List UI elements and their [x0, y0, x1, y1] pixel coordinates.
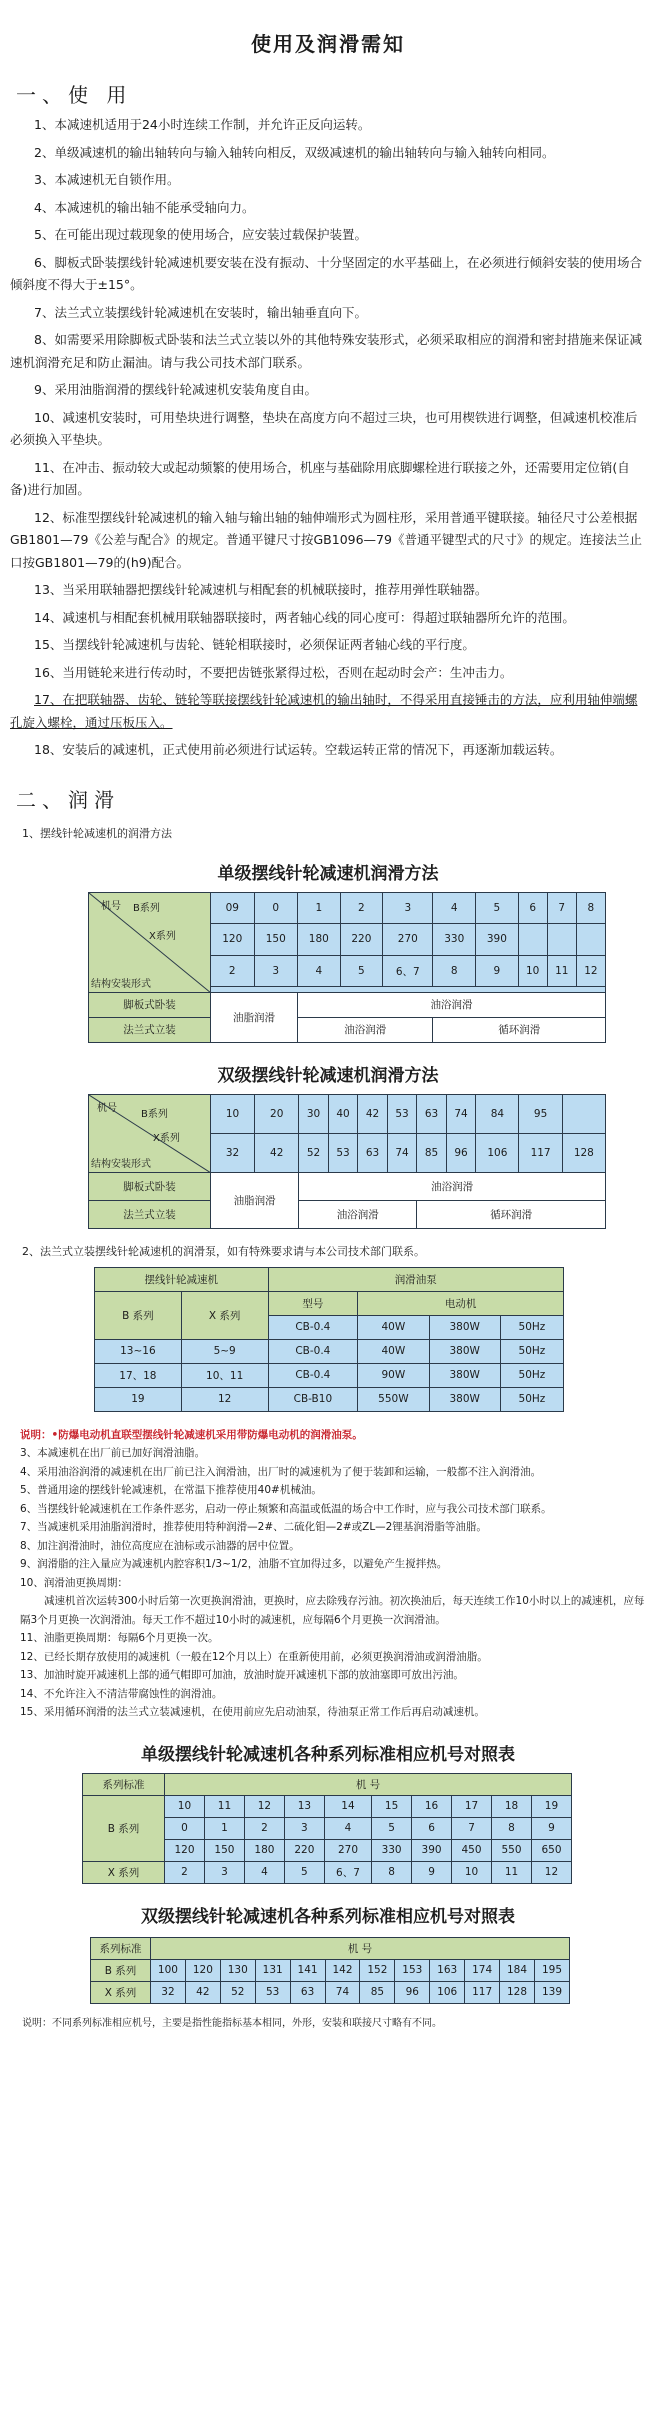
note-item: 8、加注润滑油时，油位高度应在油标或示油器的居中位置。 [20, 1539, 300, 1552]
pump-note: 2、法兰式立装摆线针轮减速机的润滑泵，如有特殊要求请与本公司技术部门联系。 [22, 1244, 425, 1258]
circulation-lub-cell: 循环润滑 [433, 1017, 606, 1042]
b-series-cell: 270 [383, 924, 433, 956]
header-reducer: 摆线针轮减速机 [95, 1267, 269, 1291]
note-item: 15、采用循环润滑的法兰式立装减速机，在使用前应先启动油泵，待油泵正常工作后再启动减速机。 [20, 1706, 485, 1718]
b-series-cell: 7 [547, 892, 576, 924]
header-model: 机 号 [151, 1937, 570, 1959]
header-model: 机 号 [165, 1773, 572, 1795]
compare-cell: 63 [290, 1981, 325, 2003]
compare-cell: 450 [452, 1839, 492, 1861]
pump-cell: 40W [358, 1339, 429, 1363]
header-b-series: B 系列 [95, 1291, 182, 1339]
footnote: 说明：不同系列标准相应机号，主要是指性能指标基本相同，外形，安装和联接尺寸略有不同。 [22, 2017, 442, 2029]
compare-cell: 1 [204, 1817, 244, 1839]
b-series-cell: 42 [358, 1094, 388, 1133]
grease-lub-cell: 油脂润滑 [211, 992, 298, 1042]
oil-bath-cell: 油浴润滑 [299, 1200, 417, 1228]
compare-cell: 52 [220, 1981, 255, 2003]
compare-cell: 180 [244, 1839, 284, 1861]
compare-cell: 650 [531, 1839, 571, 1861]
b-series-cell: 40 [328, 1094, 358, 1133]
note-item: 10、润滑油更换周期： [20, 1576, 128, 1589]
b-series-cell: 150 [254, 924, 298, 956]
usage-item: 9、采用油脂润滑的摆线针轮减速机安装角度自由。 [34, 382, 317, 397]
compare-cell: 150 [204, 1839, 244, 1861]
usage-item-emphasized: 17、在把联轴器、齿轮、链轮等联接摆线针轮减速机的输出轴时，不得采用直接锤击的方法，应利用轴伸端螺孔旋入螺栓，通过压板压入。 [10, 692, 638, 730]
b-series-cell: 95 [519, 1094, 562, 1133]
oil-bath-cell: 油浴润滑 [298, 1017, 433, 1042]
x-series-label: X系列 [153, 1132, 180, 1144]
compare-cell: 152 [360, 1959, 395, 1981]
usage-item: 3、本减速机无自锁作用。 [34, 172, 180, 187]
usage-item: 6、脚板式卧装摆线针轮减速机要安装在没有振动、十分坚固定的水平基础上，在必须进行倾斜安装的使用场合倾斜度不得大于±15°。 [10, 254, 642, 292]
compare-cell: 7 [452, 1817, 492, 1839]
b-series-cell: 330 [433, 924, 476, 956]
x-series-cell: 6、7 [383, 955, 433, 987]
x-series-cell: 9 [476, 955, 519, 987]
b-series-label: B 系列 [91, 1959, 151, 1981]
note-item: 7、当减速机采用油脂润滑时，推荐使用特种润滑—2#、二硫化钼—2#或ZL—2锂基润滑脂等油脂。 [20, 1521, 487, 1533]
compare-cell: 142 [325, 1959, 360, 1981]
compare-cell: 19 [531, 1795, 571, 1817]
usage-item: 8、如需要采用除脚板式卧装和法兰式立装以外的其他特殊安装形式，必须采取相应的润滑和密封措施来保证减速机润滑充足和防止漏油。请与我公司技术部门联系。 [10, 332, 642, 370]
x-series-cell: 128 [562, 1133, 605, 1172]
note-item: 9、润滑脂的注入量应为减速机内腔容积1/3~1/2，油脂不宜加得过多，以避免产生搅拌热。 [20, 1558, 448, 1570]
compare-cell: 11 [204, 1795, 244, 1817]
compare-cell: 6、7 [324, 1861, 371, 1883]
usage-item: 16、当用链轮来进行传动时，不要把齿链张紧得过松，否则在起动时会产：生冲击力。 [34, 664, 513, 680]
single-compare-table-title: 单级摆线针轮减速机各种系列标准相应机号对照表 [141, 1744, 515, 1765]
b-series-label: B系列 [141, 1108, 168, 1120]
empty-cell [576, 924, 605, 956]
empty-cell [547, 924, 576, 956]
compare-cell: 141 [290, 1959, 325, 1981]
b-series-label: B 系列 [83, 1795, 165, 1861]
compare-cell: 4 [244, 1861, 284, 1883]
compare-cell: 9 [412, 1861, 452, 1883]
double-compare-table [90, 1937, 570, 2004]
compare-cell: 85 [360, 1981, 395, 2003]
b-series-cell: 120 [211, 924, 255, 956]
note-item: 11、油脂更换周期：每隔6个月更换一次。 [20, 1632, 219, 1644]
compare-cell: 550 [492, 1839, 532, 1861]
pump-cell: 40W [358, 1315, 429, 1339]
x-series-label: X 系列 [91, 1981, 151, 2003]
compare-cell: 130 [220, 1959, 255, 1981]
compare-cell: 4 [324, 1817, 371, 1839]
compare-cell: 0 [165, 1817, 205, 1839]
b-series-cell: 180 [298, 924, 341, 956]
pump-cell: 10、11 [181, 1363, 268, 1387]
compare-cell: 11 [492, 1861, 532, 1883]
compare-cell: 74 [325, 1981, 360, 2003]
double-lub-table-title: 双级摆线针轮减速机润滑方法 [217, 1065, 439, 1086]
flange-mount-label: 法兰式立装 [89, 1200, 211, 1228]
b-series-cell: 4 [433, 892, 476, 924]
usage-item: 7、法兰式立装摆线针轮减速机在安装时，输出轴垂直向下。 [34, 304, 367, 320]
compare-cell: 270 [324, 1839, 371, 1861]
b-series-cell: 09 [211, 892, 255, 924]
usage-item: 10、减速机安装时，可用垫块进行调整，垫块在高度方向不超过三块，也可用楔铁进行调整，但减速机校准后必须换入平垫块。 [10, 409, 638, 447]
pump-cell: 380W [429, 1315, 500, 1339]
circulation-lub-cell: 循环润滑 [417, 1200, 606, 1228]
compare-cell: 100 [151, 1959, 186, 1981]
compare-cell: 330 [372, 1839, 412, 1861]
x-series-cell: 3 [254, 955, 298, 987]
compare-cell: 220 [284, 1839, 324, 1861]
x-series-cell: 2 [211, 955, 255, 987]
compare-cell: 10 [165, 1795, 205, 1817]
foot-mount-label: 脚板式卧装 [89, 1172, 211, 1200]
b-series-cell: 20 [255, 1094, 299, 1133]
pump-cell: CB-0.4 [268, 1315, 358, 1339]
compare-cell: 42 [185, 1981, 220, 2003]
pump-cell: 50Hz [500, 1387, 563, 1411]
b-series-cell: 1 [298, 892, 341, 924]
x-series-cell: 4 [298, 955, 341, 987]
x-series-cell: 63 [358, 1133, 388, 1172]
notes-line-red [20, 1426, 646, 1445]
compare-cell: 195 [534, 1959, 569, 1981]
x-series-cell: 106 [476, 1133, 519, 1172]
usage-item: 11、在冲击、振动较大或起动频繁的使用场合，机座与基础除用底脚螺栓进行联接之外，还需要用定位销(自备)进行加固。 [10, 459, 630, 497]
compare-cell: 3 [204, 1861, 244, 1883]
double-lub-table [88, 1094, 606, 1229]
b-series-cell: 390 [476, 924, 519, 956]
b-series-cell: 84 [476, 1094, 519, 1133]
usage-item: 4、本减速机的输出轴不能承受轴向力。 [34, 199, 255, 215]
header-series-standard: 系列标准 [91, 1937, 151, 1959]
x-series-cell: 85 [417, 1133, 447, 1172]
compare-cell: 131 [255, 1959, 290, 1981]
compare-cell: 18 [492, 1795, 532, 1817]
oil-bath-cell: 油浴润滑 [298, 992, 606, 1017]
compare-cell: 6 [412, 1817, 452, 1839]
usage-item: 14、减速机与相配套机械用联轴器联接时，两者轴心线的同心度可：得超过联轴器所允许的范围。 [34, 609, 575, 625]
x-series-label: X系列 [149, 930, 176, 942]
page-title: 使用及润滑需知 [251, 32, 405, 56]
x-series-cell: 5 [340, 955, 383, 987]
compare-cell: 53 [255, 1981, 290, 2003]
compare-cell: 10 [452, 1861, 492, 1883]
flange-mount-label: 法兰式立装 [89, 1017, 211, 1042]
compare-cell: 13 [284, 1795, 324, 1817]
pump-cell: 19 [95, 1387, 182, 1411]
pump-cell: 17、18 [95, 1363, 182, 1387]
b-series-cell: 3 [383, 892, 433, 924]
header-x-series: X 系列 [181, 1291, 268, 1339]
usage-item: 12、标准型摆线针轮减速机的输入轴与输出轴的轴伸端形式为圆柱形，采用普通平键联接。轴径尺寸公差根据GB1801—79《公差与配合》的规定。普通平键尺寸按GB1096—79《普通平键型式的尺寸》的规定。连接法兰止口按GB1801—79的(h9)配合。 [10, 509, 642, 570]
pump-cell: 50Hz [500, 1315, 563, 1339]
pump-cell: 380W [429, 1363, 500, 1387]
x-series-cell: 11 [547, 955, 576, 987]
oil-bath-cell: 油浴润滑 [299, 1172, 606, 1200]
compare-cell: 120 [185, 1959, 220, 1981]
single-compare-table [82, 1773, 572, 1884]
foot-mount-label: 脚板式卧装 [89, 992, 211, 1017]
compare-cell: 184 [500, 1959, 535, 1981]
compare-cell: 5 [284, 1861, 324, 1883]
b-series-cell: 0 [254, 892, 298, 924]
compare-cell: 3 [284, 1817, 324, 1839]
compare-cell: 139 [534, 1981, 569, 2003]
diagonal-header-cell [89, 892, 211, 992]
usage-item: 5、在可能出现过载现象的使用场合，应安装过载保护装置。 [34, 227, 367, 242]
x-series-cell: 96 [446, 1133, 476, 1172]
header-series-standard: 系列标准 [83, 1773, 165, 1795]
b-series-cell: 74 [446, 1094, 476, 1133]
single-lub-table [88, 892, 606, 1043]
grease-lub-cell: 油脂润滑 [211, 1172, 299, 1228]
usage-item: 2、单级减速机的输出轴转向与输入轴转向相反，双级减速机的输出轴转向与输入轴转向相同。 [34, 144, 555, 160]
diagonal-header-cell [89, 1094, 211, 1172]
pump-cell: CB-0.4 [268, 1363, 358, 1387]
note-item: 14、不允许注入不清洁带腐蚀性的润滑油。 [20, 1687, 223, 1700]
compare-cell: 96 [395, 1981, 430, 2003]
b-series-cell: 2 [340, 892, 383, 924]
notes-label: 说明： [20, 1428, 52, 1441]
compare-cell: 2 [165, 1861, 205, 1883]
compare-cell: 14 [324, 1795, 371, 1817]
usage-item: 18、安装后的减速机，正式使用前必须进行试运转。空载运转正常的情况下，再逐渐加载运转。 [34, 742, 563, 757]
compare-cell: 153 [395, 1959, 430, 1981]
header-motor: 电动机 [358, 1291, 564, 1315]
note-item: 6、当摆线针轮减速机在工作条件恶劣，启动一停止频繁和高温或低温的场合中工作时，应与我公司技术部门联系。 [20, 1502, 552, 1515]
usage-item: 1、本减速机适用于24小时连续工作制，并允许正反向运转。 [34, 117, 371, 132]
pump-cell: 50Hz [500, 1363, 563, 1387]
usage-item: 15、当摆线针轮减速机与齿轮、链轮相联接时，必须保证两者轴心线的平行度。 [34, 637, 475, 652]
compare-cell: 390 [412, 1839, 452, 1861]
double-compare-table-title: 双级摆线针轮减速机各种系列标准相应机号对照表 [141, 1906, 515, 1927]
note-item: 3、本减速机在出厂前已加好润滑油脂。 [20, 1447, 206, 1459]
compare-cell: 128 [500, 1981, 535, 2003]
b-series-cell: 53 [387, 1094, 417, 1133]
compare-cell: 2 [244, 1817, 284, 1839]
note-item: 12、已经长期存放使用的减速机（一般在12个月以上）在重新使用前，必须更换润滑油或润滑油脂。 [20, 1650, 488, 1663]
corner-label-form: 结构安装形式 [91, 1158, 151, 1170]
x-series-cell: 74 [387, 1133, 417, 1172]
compare-cell: 8 [492, 1817, 532, 1839]
pump-cell: 380W [429, 1339, 500, 1363]
b-series-cell: 5 [476, 892, 519, 924]
compare-cell: 5 [372, 1817, 412, 1839]
usage-item: 13、当采用联轴器把摆线针轮减速机与相配套的机械联接时，推荐用弹性联轴器。 [34, 582, 488, 597]
b-series-label: B系列 [133, 902, 160, 914]
single-lub-table-title: 单级摆线针轮减速机润滑方法 [217, 863, 439, 884]
compare-cell: 17 [452, 1795, 492, 1817]
compare-cell: 16 [412, 1795, 452, 1817]
pump-cell: 5~9 [181, 1339, 268, 1363]
note-item: 4、采用油浴润滑的减速机在出厂前已注入润滑油，出厂时的减速机为了便于装卸和运输，一般都不注入润滑油。 [20, 1465, 542, 1478]
x-series-cell: 12 [576, 955, 605, 987]
compare-cell: 163 [430, 1959, 465, 1981]
pump-cell: 380W [429, 1387, 500, 1411]
x-series-cell: 8 [433, 955, 476, 987]
compare-cell: 9 [531, 1817, 571, 1839]
b-series-cell: 30 [299, 1094, 329, 1133]
pump-cell: 12 [181, 1387, 268, 1411]
compare-cell: 12 [531, 1861, 571, 1883]
x-series-cell: 42 [255, 1133, 299, 1172]
compare-cell: 120 [165, 1839, 205, 1861]
pump-cell: 13~16 [95, 1339, 182, 1363]
x-series-cell: 117 [519, 1133, 562, 1172]
b-series-cell: 220 [340, 924, 383, 956]
pump-cell: 90W [358, 1363, 429, 1387]
compare-cell: 15 [372, 1795, 412, 1817]
corner-label-model: 机号 [97, 1102, 117, 1114]
x-series-cell: 53 [328, 1133, 358, 1172]
compare-cell: 106 [430, 1981, 465, 2003]
corner-label-model: 机号 [101, 900, 121, 912]
note-item: 减速机首次运转300小时后第一次更换润滑油，更换时，应去除残存污油。初次换油后，每天连续工作10小时以上的减速机，应每隔3个月更换一次润滑油。每天工作不超过10小时的减速机，应每隔6个月更换一次润滑油。 [20, 1595, 645, 1626]
notes-block [20, 1426, 646, 1722]
x-series-label: X 系列 [83, 1861, 165, 1883]
compare-cell: 117 [465, 1981, 500, 2003]
note-item: 13、加油时旋开减速机上部的通气帽即可加油，放油时旋开减速机下部的放油塞即可放出污油。 [20, 1669, 464, 1681]
pump-cell: CB-B10 [268, 1387, 358, 1411]
x-series-cell: 52 [299, 1133, 329, 1172]
compare-cell: 8 [372, 1861, 412, 1883]
b-series-cell: 10 [211, 1094, 255, 1133]
compare-cell: 32 [151, 1981, 186, 2003]
section-heading-lubrication: 二、润滑 [16, 787, 120, 812]
usage-list [10, 114, 646, 762]
section-heading-usage: 一、使 用 [16, 83, 133, 107]
notes-red-text: •防爆电动机直联型摆线针轮减速机采用带防爆电动机的润滑油泵。 [51, 1428, 363, 1441]
b-series-cell: 6 [518, 892, 547, 924]
x-series-cell: 10 [518, 955, 547, 987]
pump-cell: CB-0.4 [268, 1339, 358, 1363]
header-type: 型号 [268, 1291, 358, 1315]
pump-cell: 50Hz [500, 1339, 563, 1363]
compare-cell: 12 [244, 1795, 284, 1817]
pump-table [94, 1267, 564, 1412]
empty-cell [518, 924, 547, 956]
header-pump: 润滑油泵 [268, 1267, 563, 1291]
b-series-cell: 8 [576, 892, 605, 924]
pump-cell: 550W [358, 1387, 429, 1411]
lubrication-subtitle: 1、摆线针轮减速机的润滑方法 [22, 826, 172, 840]
corner-label-form: 结构安装形式 [91, 978, 151, 990]
empty-cell [562, 1094, 605, 1133]
b-series-cell: 63 [417, 1094, 447, 1133]
x-series-cell: 32 [211, 1133, 255, 1172]
note-item: 5、普通用途的摆线针轮减速机，在常温下推荐使用40#机械油。 [20, 1484, 322, 1496]
compare-cell: 174 [465, 1959, 500, 1981]
